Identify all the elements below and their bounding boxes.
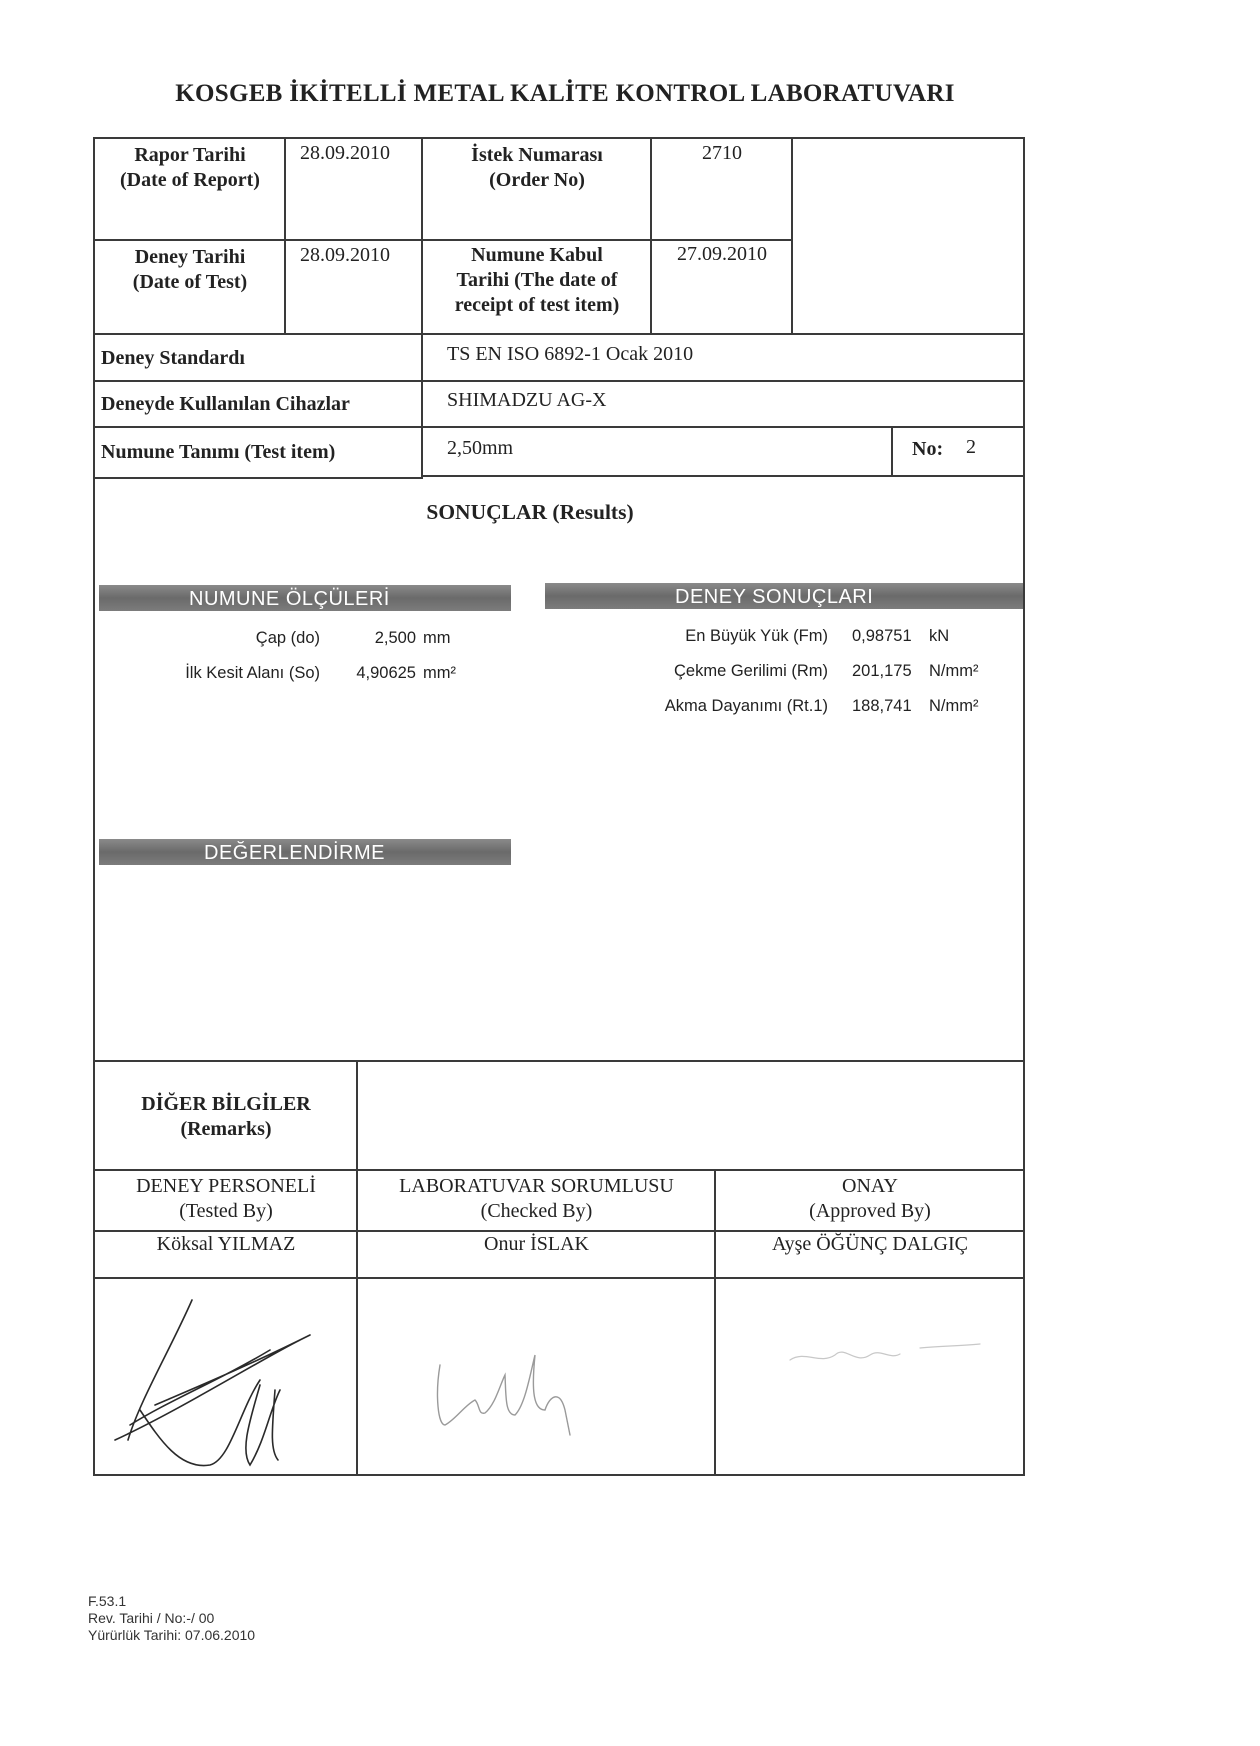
evaluation-band: [99, 839, 511, 865]
tensile-strength-value: 201,175: [852, 662, 912, 680]
yield-strength-unit: N/mm²: [929, 697, 979, 715]
test-date-label-en: (Date of Test): [132, 271, 248, 293]
max-force-label: En Büyük Yük (Fm): [685, 627, 828, 645]
report-date-value: 28.09.2010: [300, 142, 390, 164]
initial-area-unit: mm²: [423, 664, 456, 682]
test-item-value: 2,50mm: [447, 437, 514, 459]
approved-by-role: ONAY: [842, 1175, 898, 1197]
checked-by-role: LABORATUVAR SORUMLUSU: [399, 1175, 674, 1197]
tested-by-signature: [100, 1290, 350, 1475]
form-number: F.53.1: [88, 1593, 127, 1609]
tested-by-name: Köksal YILMAZ: [156, 1233, 296, 1255]
checked-by-name: Onur İSLAK: [484, 1233, 589, 1255]
report-date-label-en: (Date of Report): [120, 169, 260, 191]
effective-date: Yürürlük Tarihi: 07.06.2010: [88, 1627, 256, 1643]
test-results-title: DENEY SONUÇLARI: [675, 586, 874, 608]
yield-strength-value: 188,741: [852, 697, 912, 715]
diameter-unit: mm: [423, 629, 451, 647]
standard-value: TS EN ISO 6892-1 Ocak 2010: [447, 343, 694, 365]
order-no-label-en: (Order No): [489, 169, 585, 191]
devices-label: Deneyde Kullanılan Cihazlar: [101, 393, 350, 415]
remarks-label-en: (Remarks): [180, 1118, 272, 1140]
order-no-label: İstek Numarası: [471, 144, 603, 166]
receipt-date-label-2: Tarihi (The date of: [456, 269, 618, 291]
lab-title: KOSGEB İKİTELLİ METAL KALİTE KONTROL LABORATUVARI: [175, 80, 955, 107]
evaluation-title: DEĞERLENDİRME: [204, 842, 385, 864]
tested-by-role: DENEY PERSONELİ: [136, 1175, 316, 1197]
checked-by-signature: [420, 1315, 640, 1455]
diameter-value: 2,500: [374, 629, 416, 647]
approved-by-name: Ayşe ÖĞÜNÇ DALGIÇ: [772, 1233, 968, 1255]
test-item-label: Numune Tanımı (Test item): [101, 441, 336, 463]
sample-no-value: 2: [966, 436, 976, 458]
tested-by-role-en: (Tested By): [179, 1200, 273, 1222]
test-date-label: Deney Tarihi: [134, 246, 246, 268]
devices-value: SHIMADZU AG-X: [447, 389, 607, 411]
checked-by-role-en: (Checked By): [480, 1200, 593, 1222]
tensile-strength-unit: N/mm²: [929, 662, 979, 680]
diameter-label: Çap (do): [255, 629, 320, 647]
revision-info: Rev. Tarihi / No:-/ 00: [88, 1610, 215, 1626]
initial-area-label: İlk Kesit Alanı (So): [185, 664, 320, 682]
specimen-dimensions-title: NUMUNE ÖLÇÜLERİ: [189, 588, 390, 610]
receipt-date-value: 27.09.2010: [677, 243, 767, 265]
receipt-date-label: Numune Kabul: [471, 244, 603, 266]
tensile-strength-label: Çekme Gerilimi (Rm): [674, 662, 828, 680]
standard-label: Deney Standardı: [101, 347, 245, 369]
max-force-unit: kN: [929, 627, 950, 645]
max-force-value: 0,98751: [852, 627, 912, 645]
test-results-band: [545, 583, 1023, 609]
approved-by-role-en: (Approved By): [809, 1200, 931, 1222]
approved-by-signature: [780, 1320, 1000, 1390]
receipt-date-label-3: receipt of test item): [454, 294, 620, 316]
specimen-dimensions-band: [99, 585, 511, 611]
results-heading: SONUÇLAR (Results): [426, 500, 634, 524]
initial-area-value: 4,90625: [356, 664, 416, 682]
test-date-value: 28.09.2010: [300, 244, 390, 266]
yield-strength-label: Akma Dayanımı (Rt.1): [664, 697, 828, 715]
sample-no-label: No:: [912, 438, 944, 460]
order-no-value: 2710: [702, 142, 742, 164]
report-date-label: Rapor Tarihi: [134, 144, 246, 166]
remarks-label: DİĞER BİLGİLER: [141, 1093, 311, 1115]
